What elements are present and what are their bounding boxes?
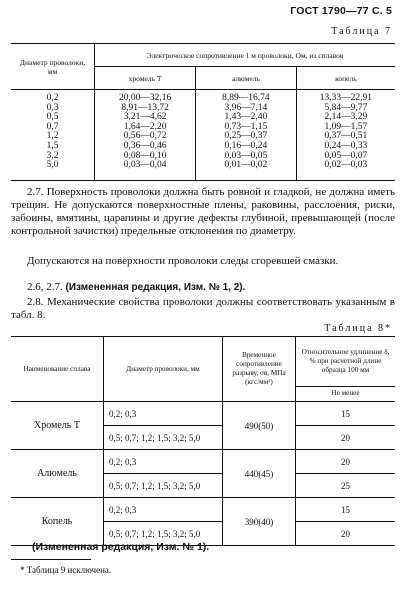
amendment-note-footer: (Измененная редакция, Изм. № 1). xyxy=(32,541,210,553)
t7-copel-value: 5,84—9,77 xyxy=(324,102,368,113)
t8-diam-large: 0,5; 0,7; 1,2; 1,5; 3,2; 5,0 xyxy=(104,474,223,498)
t7-copel-value: 13,33—22,91 xyxy=(319,93,372,103)
t7-alumel-value: 0,01—0,02 xyxy=(224,160,268,171)
amendment-ref: 2.6, 2.7. xyxy=(27,281,63,293)
table7-caption: Таблица 7 xyxy=(331,26,392,37)
t7-alumel-value: 0,03—0,05 xyxy=(224,150,268,161)
table-row xyxy=(11,402,395,426)
t7-col-chromel xyxy=(95,90,196,181)
t8-elongation: 15 xyxy=(296,498,396,522)
t8-alloy-name: Копель xyxy=(11,498,104,546)
t7-alumel-value: 8,89—16,74 xyxy=(222,93,270,103)
t8-diam-large: 0,5; 0,7; 1,2; 1,5; 3,2; 5,0 xyxy=(104,426,223,450)
t7-chromel-value: 3,21—4,62 xyxy=(123,112,167,123)
t7-diam: 0,5 xyxy=(46,112,59,123)
t7-copel-value: 2,14—3,29 xyxy=(324,112,368,123)
t7-copel-value: 1,09—1,57 xyxy=(324,121,368,132)
t7-diam: 0,7 xyxy=(46,121,59,132)
t8-elongation: 15 xyxy=(296,402,396,426)
t7-copel-value: 0,37—0,51 xyxy=(324,131,368,142)
t8-header-min: Не менее xyxy=(296,386,396,401)
t7-col-copel xyxy=(296,90,395,181)
t7-alumel-value: 3,96—7,14 xyxy=(224,102,268,113)
t8-diam-large: 0,5; 0,7; 1,2; 1,5; 3,2; 5,0 xyxy=(104,522,223,546)
t7-header-alumel: алюмель xyxy=(196,67,297,90)
table8 xyxy=(11,336,395,546)
t7-alumel-value: 0,73—1,15 xyxy=(224,121,268,132)
t7-diam: 3,2 xyxy=(46,150,59,161)
t7-diam: 1,2 xyxy=(46,131,59,142)
t7-chromel-value: 0,56—0,72 xyxy=(123,131,167,142)
t8-elongation: 25 xyxy=(296,474,396,498)
t7-chromel-value: 20,00—32,16 xyxy=(118,93,172,103)
table8-caption: Таблица 8* xyxy=(324,323,392,334)
t7-chromel-value: 0,08—0,10 xyxy=(123,150,167,161)
table-row xyxy=(11,450,395,474)
t7-chromel-value: 8,91—13,72 xyxy=(121,102,169,113)
paragraph-2-8: 2.8. Механические свойства проволоки должны соответствовать указанным в табл. 8. xyxy=(11,296,395,321)
footnote: * Таблица 9 исключена. xyxy=(20,565,112,575)
t8-strength: 490(50) xyxy=(223,402,296,450)
t8-diam-small: 0,2; 0,3 xyxy=(104,498,223,522)
paragraph-amendment-2-6 xyxy=(11,281,395,294)
t8-alloy-name: Алюмель xyxy=(11,450,104,498)
t8-header-alloy: Наименование сплава xyxy=(11,337,104,402)
t8-elongation: 20 xyxy=(296,450,396,474)
t8-header-diameter: Диаметр проволоки, мм xyxy=(104,337,223,402)
t7-diam: 5,0 xyxy=(46,160,59,171)
t7-header-copel: копель xyxy=(296,67,395,90)
t8-diam-small: 0,2; 0,3 xyxy=(104,402,223,426)
t7-diam: 0,3 xyxy=(46,102,59,113)
t7-header-chromel: хромель Т xyxy=(95,67,196,90)
t7-group-header: Электрическое сопротивление 1 м проволоки, Ом, из сплавов xyxy=(95,44,395,67)
t7-alumel-value: 0,16—0,24 xyxy=(224,140,268,151)
paragraph-2-7: 2.7. Поверхность проволоки должна быть ровной и гладкой, не должна иметь трещин. Не допускаются поверхностные плены, раковины, расслоения, риски, забоины, вмятины, царапины и другие дефекты глубиной, превышающей (после контрольной зачистки) предельные отклонения по диаметру. xyxy=(11,186,395,237)
footnote-divider xyxy=(11,559,91,560)
t7-chromel-value: 1,64—2,20 xyxy=(123,121,167,132)
t7-copel-value: 0,02—0,03 xyxy=(324,160,368,171)
t7-diam: 0,2 xyxy=(46,93,59,103)
t7-header-diameter: Диаметр проволоки, мм xyxy=(11,44,95,90)
t7-chromel-value: 0,36—0,46 xyxy=(123,140,167,151)
paragraph-grease: Допускаются на поверхности проволоки следы сгоревшей смазки. xyxy=(27,255,339,267)
t8-elongation: 20 xyxy=(296,426,396,450)
t8-strength: 440(45) xyxy=(223,450,296,498)
t8-alloy-name: Хромель Т xyxy=(34,420,80,431)
t7-chromel-value: 0,03—0,04 xyxy=(123,160,167,171)
t7-diam: 1,5 xyxy=(46,140,59,151)
t8-strength: 390(40) xyxy=(223,498,296,546)
table-row xyxy=(11,498,395,522)
amendment-note: (Измененная редакция, Изм. № 1, 2). xyxy=(65,282,246,293)
t8-header-elongation: Относительное удлинение δ, % при расчетной длине образца 100 мм xyxy=(296,337,396,387)
t7-alumel-value: 1,43—2,40 xyxy=(224,112,268,123)
t8-elongation: 20 xyxy=(296,522,396,546)
t7-col-alumel xyxy=(196,90,297,181)
t8-diam-small: 0,2; 0,3 xyxy=(104,450,223,474)
t7-copel-value: 0,24—0,33 xyxy=(324,140,368,151)
t7-copel-value: 0,05—0,07 xyxy=(324,150,368,161)
t7-alumel-value: 0,25—0,37 xyxy=(224,131,268,142)
t8-header-strength: Временное сопротивление разрыву, σв, МПа (кгс/мм²) xyxy=(223,337,296,402)
table7 xyxy=(11,43,395,181)
page-header: ГОСТ 1790—77 С. 5 xyxy=(290,5,392,17)
t7-col-diameter xyxy=(11,90,95,181)
